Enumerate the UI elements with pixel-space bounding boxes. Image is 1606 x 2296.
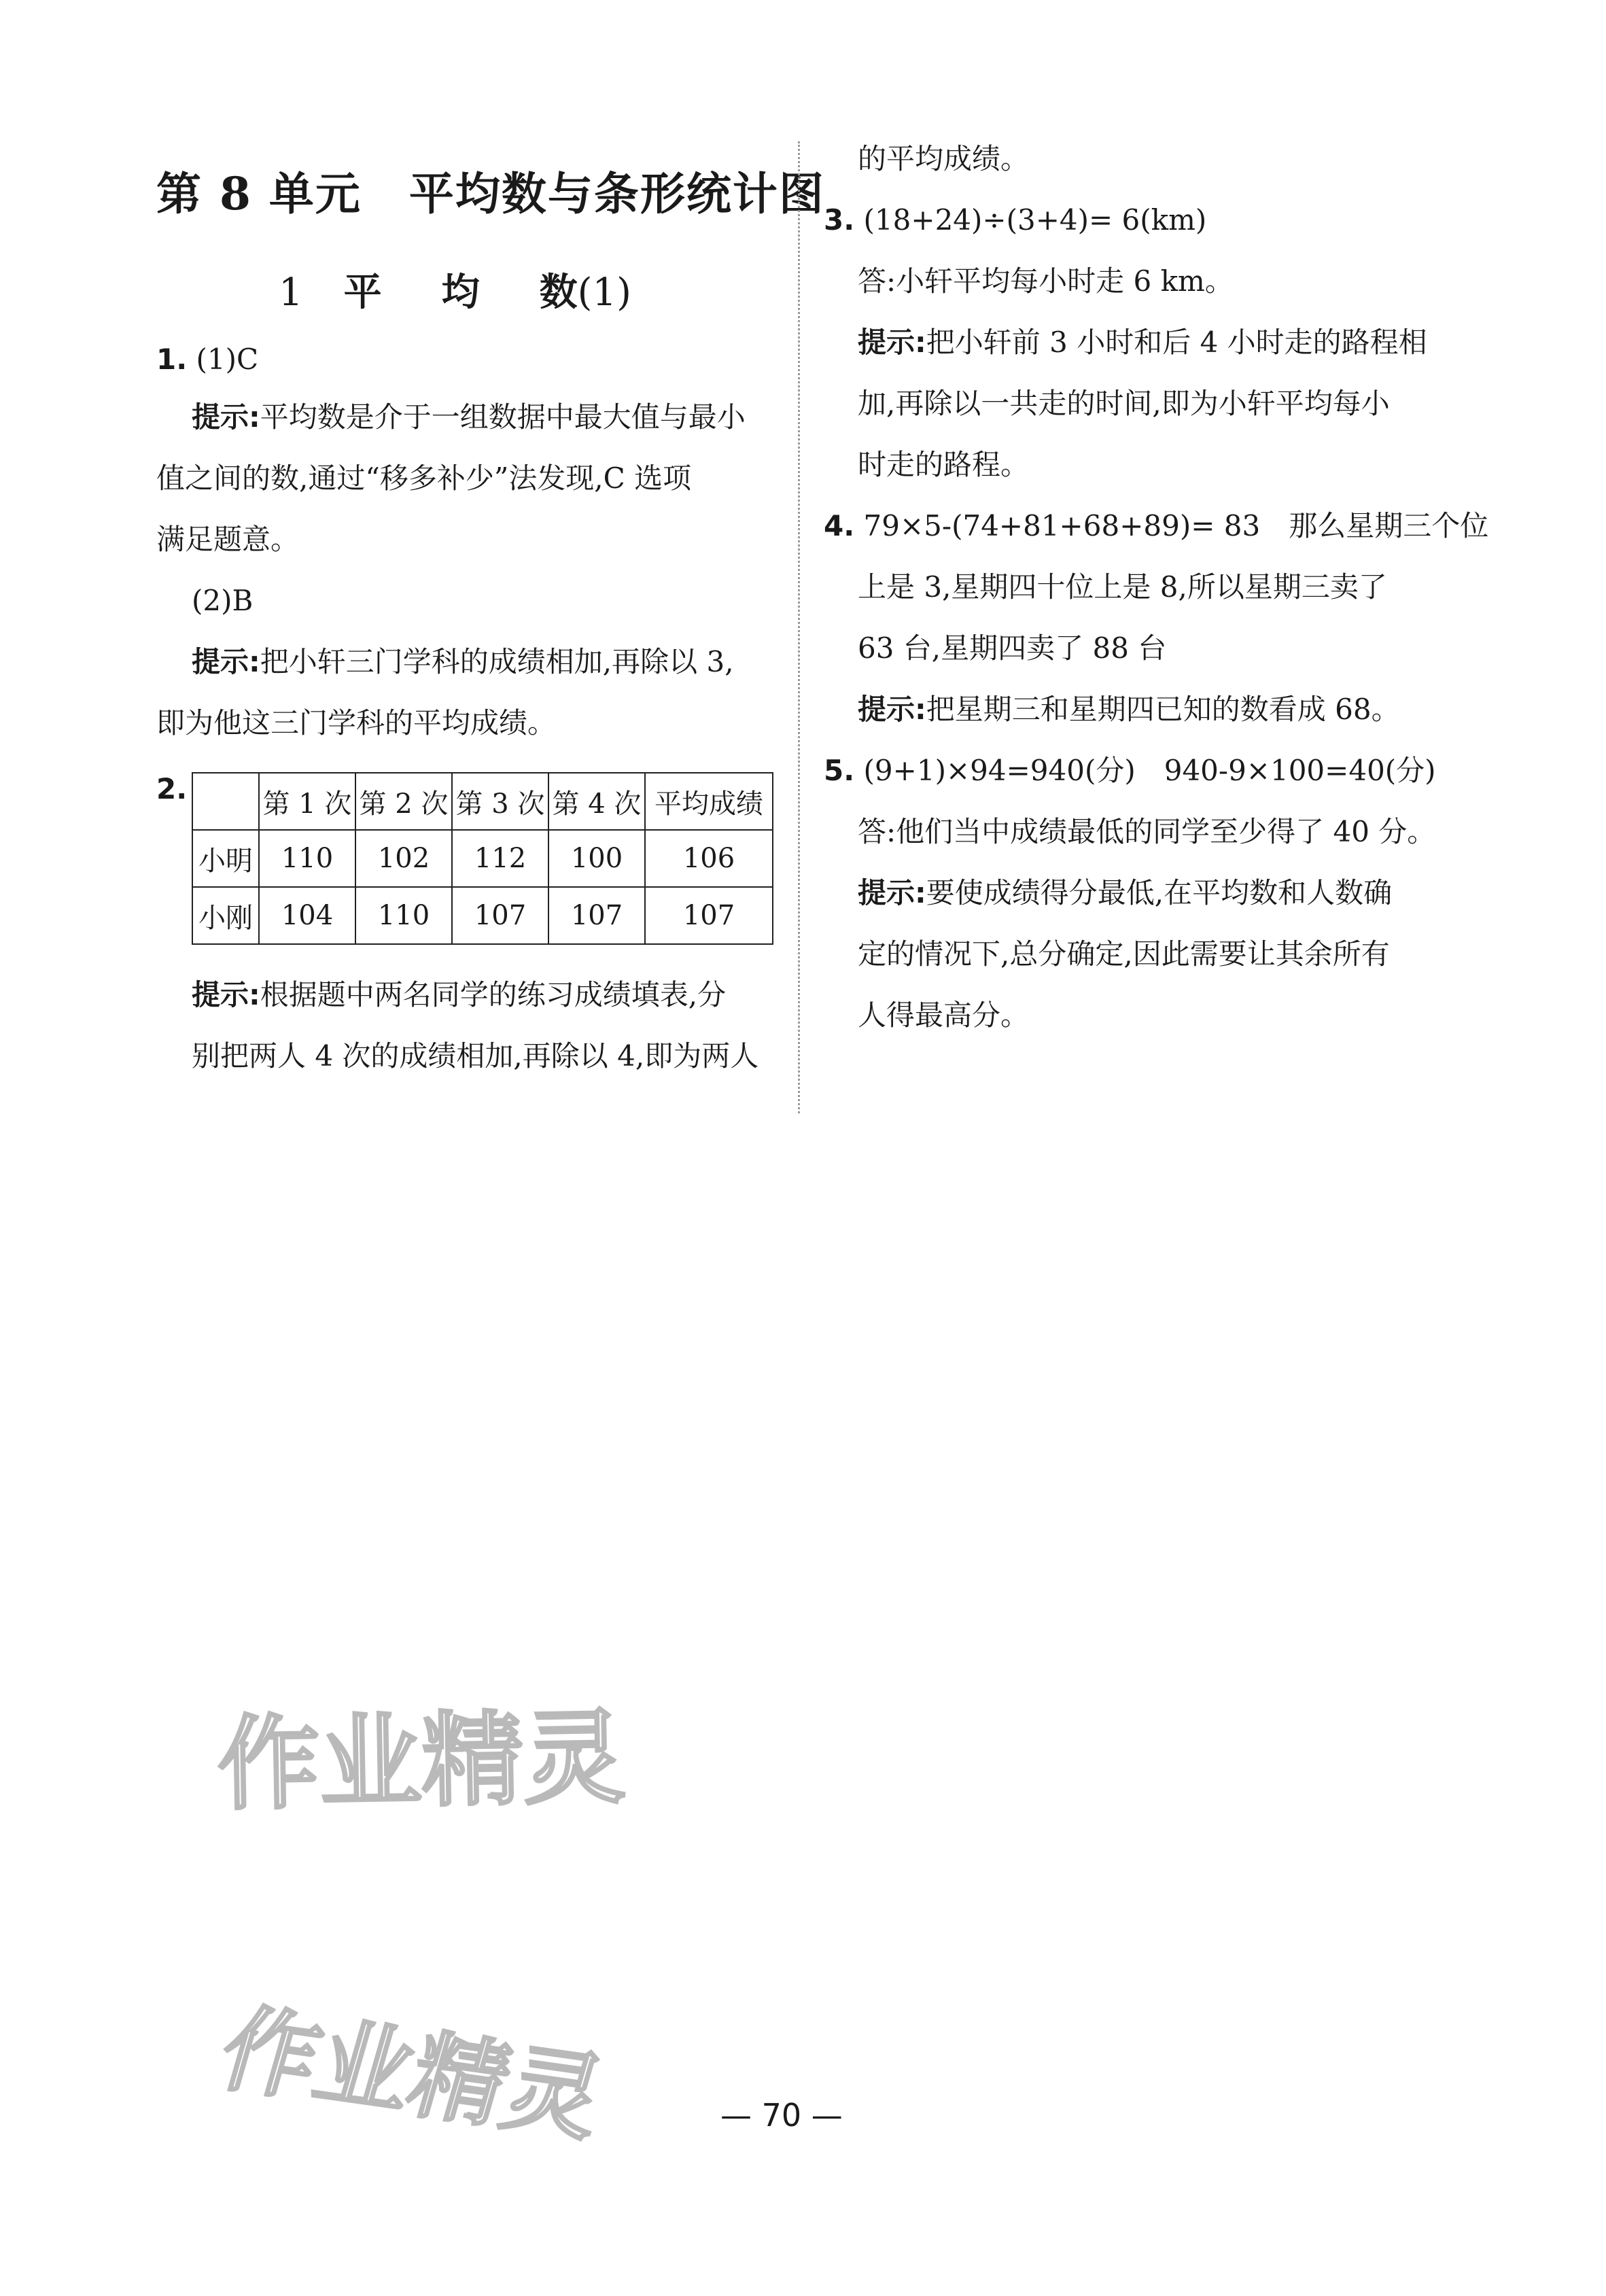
table-cell: 106 xyxy=(645,830,773,887)
q2-hint-continuation: 的平均成绩。 xyxy=(858,142,1030,175)
q1-hint2-line1 xyxy=(192,642,734,682)
q4-line3: 63 台,星期四卖了 88 台 xyxy=(858,631,1167,665)
unit-title-text: 平均数与条形统计图 xyxy=(408,167,825,220)
q3-equation-line xyxy=(824,201,1206,240)
q3-hint-line2: 加,再除以一共走的时间,即为小轩平均每小 xyxy=(858,387,1390,420)
watermark-logo: 作业精灵 xyxy=(208,1994,616,2155)
q1-hint1-line3: 满足题意。 xyxy=(156,523,300,556)
table-cell: 107 xyxy=(645,887,773,944)
hint-text: 把小轩前 3 小时和后 4 小时走的路程相 xyxy=(926,326,1427,359)
table-header-cell: 第 2 次 xyxy=(355,773,452,830)
table-header-row xyxy=(192,773,773,830)
hint-text: 把星期三和星期四已知的数看成 68。 xyxy=(926,693,1400,726)
table-row xyxy=(192,887,773,944)
q5-answer: 答:他们当中成绩最低的同学至少得了 40 分。 xyxy=(858,815,1436,848)
hint-label: 提示: xyxy=(858,326,926,359)
table-cell: 110 xyxy=(259,830,355,887)
table-header-cell: 平均成绩 xyxy=(645,773,773,830)
hint-text: 把小轩三门学科的成绩相加,再除以 3, xyxy=(260,645,734,678)
q5-equation-line xyxy=(824,751,1436,790)
q4-line2: 上是 3,星期四十位上是 8,所以星期三卖了 xyxy=(858,570,1387,604)
hint-text: 要使成绩得分最低,在平均数和人数确 xyxy=(926,876,1393,909)
q1-part1-answer: (1)C xyxy=(196,343,259,376)
q4-line1 xyxy=(824,506,1488,546)
scores-table xyxy=(192,772,773,945)
table-row xyxy=(192,830,773,887)
q5-hint-line2: 定的情况下,总分确定,因此需要让其余所有 xyxy=(858,937,1390,971)
table-corner-cell xyxy=(192,773,259,830)
table-cell: 100 xyxy=(548,830,645,887)
table-header-cell: 第 4 次 xyxy=(548,773,645,830)
table-header-cell: 第 3 次 xyxy=(452,773,548,830)
q2-hint-line2: 别把两人 4 次的成绩相加,再除以 4,即为两人 xyxy=(192,1039,759,1073)
hint-text: 平均数是介于一组数据中最大值与最小 xyxy=(260,400,746,434)
column-divider xyxy=(798,141,800,1113)
q3-equation: (18+24)÷(3+4)= 6(km) xyxy=(863,203,1207,237)
q4-hint-line1 xyxy=(858,690,1400,729)
page-number: — 70 — xyxy=(720,2097,843,2134)
q2-number xyxy=(156,769,187,809)
hint-label: 提示: xyxy=(858,876,926,909)
q1-hint2-line2: 即为他这三门学科的平均成绩。 xyxy=(156,706,557,740)
q3-hint-line1 xyxy=(858,323,1427,362)
q3-hint-line3: 时走的路程。 xyxy=(858,448,1030,481)
watermark-logo: 作业精灵 xyxy=(216,1699,627,1825)
hint-label: 提示: xyxy=(192,400,260,434)
table-cell: 104 xyxy=(259,887,355,944)
q5-equation: (9+1)×94=940(分) 940-9×100=40(分) xyxy=(863,754,1436,787)
hint-text: 根据题中两名同学的练习成绩填表,分 xyxy=(260,978,727,1011)
hint-label: 提示: xyxy=(192,978,260,1011)
section-char-1: 平 xyxy=(343,270,382,315)
hint-label: 提示: xyxy=(858,693,926,726)
unit-title-number: 第 8 单元 xyxy=(156,167,362,220)
q2-hint-line1 xyxy=(192,975,726,1015)
q1-hint1-line1 xyxy=(192,398,746,437)
section-number: 1 xyxy=(279,271,303,315)
section-title xyxy=(279,262,631,317)
q3-number: 3. xyxy=(824,203,855,237)
section-paren: (1) xyxy=(577,271,631,315)
table-cell: 102 xyxy=(355,830,452,887)
section-char-2: 均 xyxy=(441,270,480,315)
table-cell: 107 xyxy=(548,887,645,944)
q3-answer: 答:小轩平均每小时走 6 km。 xyxy=(858,264,1234,298)
q1-part2-answer: (2)B xyxy=(192,584,254,617)
table-cell: 107 xyxy=(452,887,548,944)
q5-number: 5. xyxy=(824,754,855,787)
q5-hint-line1 xyxy=(858,873,1392,913)
table-row-label: 小刚 xyxy=(192,887,259,944)
section-char-3: 数 xyxy=(539,270,578,315)
q4-number: 4. xyxy=(824,509,855,542)
hint-label: 提示: xyxy=(192,645,260,678)
q1-line xyxy=(156,340,258,379)
q4-text: 79×5-(74+81+68+89)= 83 那么星期三个位 xyxy=(863,509,1489,542)
q5-hint-line3: 人得最高分。 xyxy=(858,998,1030,1032)
q1-number: 1. xyxy=(156,343,188,376)
table-cell: 112 xyxy=(452,830,548,887)
unit-title xyxy=(156,158,825,222)
table-header-cell: 第 1 次 xyxy=(259,773,355,830)
table-row-label: 小明 xyxy=(192,830,259,887)
q1-hint1-line2: 值之间的数,通过“移多补少”法发现,C 选项 xyxy=(156,462,692,495)
q2-num-text: 2. xyxy=(156,772,188,805)
table-cell: 110 xyxy=(355,887,452,944)
